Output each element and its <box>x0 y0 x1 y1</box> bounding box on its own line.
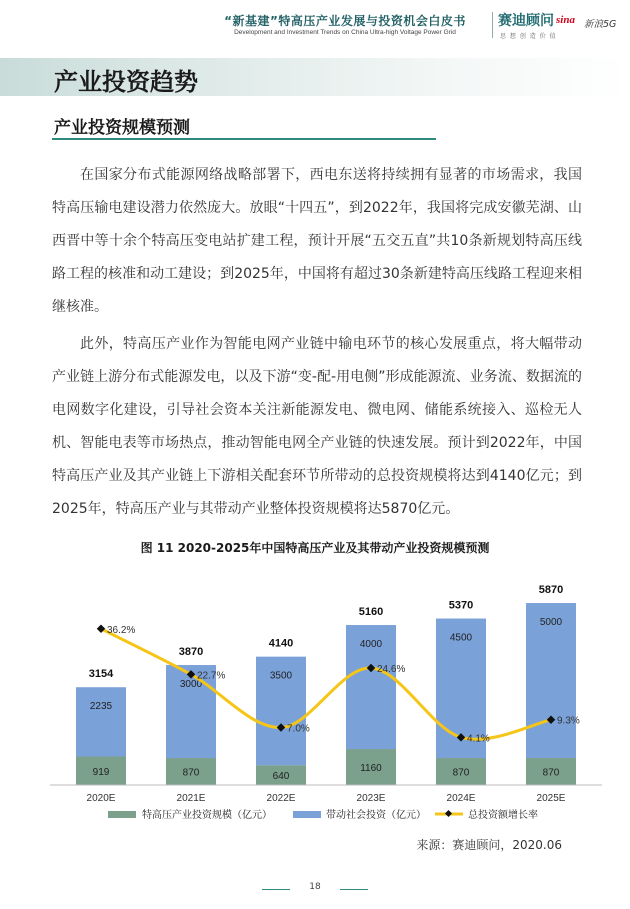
label-total-2021E: 3870 <box>178 646 204 659</box>
label-social-2023E: 4000 <box>359 639 383 651</box>
legend-label-rate: 总投资额增长率 <box>468 810 538 821</box>
ccid-logo: 赛迪顾问 <box>498 13 554 29</box>
tick-2024E: 2024E <box>446 793 476 804</box>
legend-label-social: 带动社会投资（亿元） <box>326 810 426 821</box>
label-total-2022E: 4140 <box>268 637 294 650</box>
section-title: 产业投资趋势 <box>54 68 198 96</box>
subsection-title: 产业投资规模预测 <box>54 118 190 138</box>
header-title: “新基建”特高压产业发展与投资机会白皮书 <box>224 14 466 28</box>
page-number-line-right <box>340 889 368 890</box>
tick-2020E: 2020E <box>86 793 116 804</box>
label-total-2024E: 5370 <box>448 599 474 612</box>
label-total-2023E: 5160 <box>358 606 384 619</box>
legend-marker-rate <box>445 810 452 817</box>
sina-logo: sina <box>556 14 575 26</box>
label-total-2020E: 3154 <box>88 668 114 681</box>
legend-swatch-social <box>293 811 321 818</box>
investment-chart <box>0 556 630 831</box>
legend-swatch-uhv <box>108 811 136 818</box>
rate-label-2023E: 24.6% <box>377 663 406 675</box>
label-uhv-2021E: 870 <box>182 767 200 779</box>
label-social-2024E: 4500 <box>449 632 473 644</box>
label-total-2025E: 5870 <box>538 584 564 597</box>
page-number-line-left <box>262 889 290 890</box>
tick-2022E: 2022E <box>266 793 296 804</box>
rate-label-2024E: 4.1% <box>467 733 490 745</box>
tick-2021E: 2021E <box>176 793 206 804</box>
page-header <box>0 8 630 42</box>
chart-title: 图 11 2020-2025年中国特高压产业及其带动产业投资规模预测 <box>140 541 490 555</box>
sina-5g-label: 新浪5G <box>584 19 617 30</box>
label-social-2025E: 5000 <box>539 617 563 629</box>
header-divider <box>492 12 493 38</box>
label-social-2022E: 3500 <box>269 670 293 682</box>
source-note: 来源：赛迪顾问，2020.06 <box>416 838 562 852</box>
paragraph-2: 此外，特高压产业作为智能电网产业链中输电环节的核心发展重点，将大幅带动产业链上游分布式能源发电，以及下游“变-配-用电侧”形成能源流、业务流、数据流的电网数字化建设，引导社会资本关注新能源发电、微电网、储能系统接入、巡检无人机、智能电表等市场热点，推动智能电网全产业链的快速发展。预计到2022年，中国特高压产业及其产业链上下游相关配套环节所带动的总投资规模将达到4140亿元；到2025年，特高压产业与其带动产业整体投资规模将达5870亿元。 <box>52 336 582 517</box>
paragraph-1: 在国家分布式能源网络战略部署下，西电东送将持续拥有显著的市场需求，我国特高压输电建设潜力依然庞大。放眼“十四五”，到2022年，我国将完成安徽芜湖、山西晋中等十余个特高压变电站扩建工程，预计开展“五交五直”共10条新规划特高压线路工程的核准和动工建设；到2025年，中国将有超过30条新建特高压线路工程迎来相继核准。 <box>52 167 582 315</box>
header-subtitle: Development and Investment Trends on China Ultra-high Voltage Power Grid <box>234 29 456 36</box>
rate-label-2020E: 36.2% <box>107 624 136 636</box>
bar-social-2020E <box>76 687 126 756</box>
legend-label-uhv: 特高压产业投资规模（亿元） <box>142 810 272 821</box>
tick-2023E: 2023E <box>356 793 386 804</box>
label-social-2020E: 2235 <box>89 701 113 713</box>
label-uhv-2023E: 1160 <box>360 763 382 775</box>
label-uhv-2024E: 870 <box>452 767 470 779</box>
rate-label-2021E: 22.7% <box>197 670 226 682</box>
subsection-underline <box>52 138 436 140</box>
rate-label-2025E: 9.3% <box>557 715 580 727</box>
label-uhv-2022E: 640 <box>272 771 290 783</box>
tick-2025E: 2025E <box>536 793 566 804</box>
label-social-2021E: 3000 <box>179 679 203 691</box>
ccid-slogan: 思 想 创 造 价 值 <box>500 33 557 40</box>
page-number: 18 <box>309 882 321 892</box>
label-uhv-2025E: 870 <box>542 767 560 779</box>
rate-label-2022E: 7.0% <box>287 723 310 735</box>
label-uhv-2020E: 919 <box>92 766 110 778</box>
